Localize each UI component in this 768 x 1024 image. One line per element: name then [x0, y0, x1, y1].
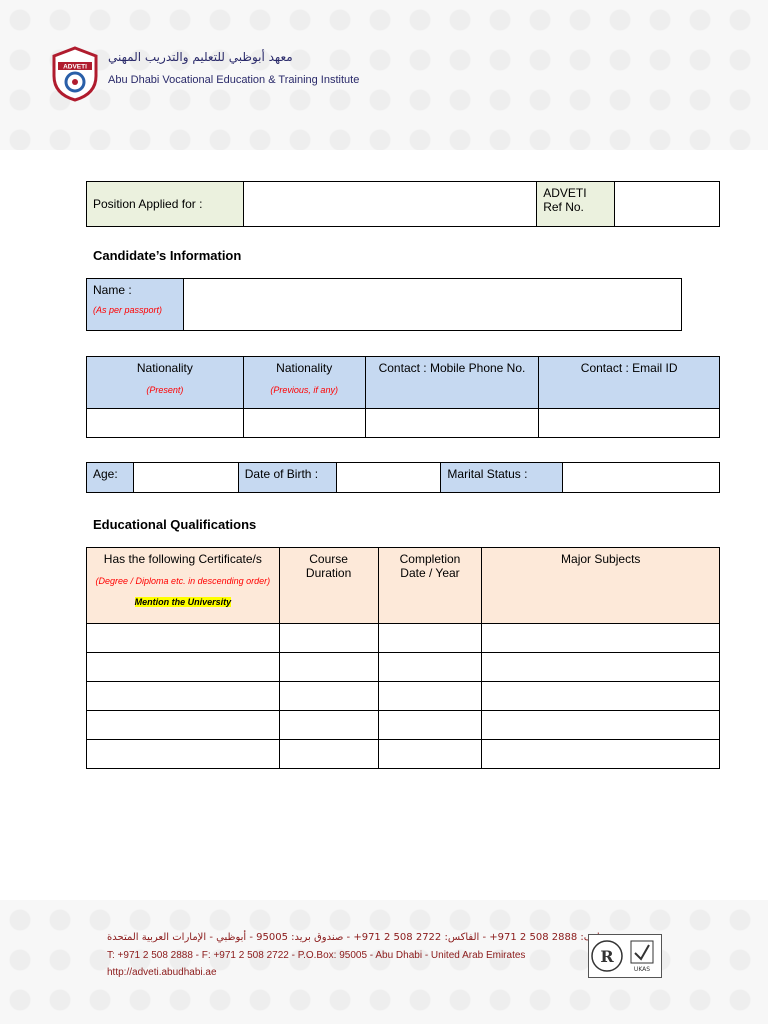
institute-name-english: Abu Dhabi Vocational Education & Training Institute: [108, 74, 360, 86]
subjects-input[interactable]: [482, 653, 720, 682]
personal-table: [86, 462, 720, 493]
certification-badge-icon: [588, 934, 662, 978]
completion-label-line1: Completion: [399, 552, 461, 566]
certificate-input[interactable]: [87, 624, 280, 653]
completion-label-line2: Date / Year: [400, 566, 460, 580]
institute-name-arabic: معهد أبوظبي للتعليم والتدريب المهني: [108, 50, 293, 64]
nationality-previous-note: (Previous, if any): [270, 385, 338, 395]
age-input[interactable]: [133, 463, 238, 493]
name-input[interactable]: [183, 279, 681, 331]
completion-header: [378, 548, 482, 624]
certificate-label: Has the following Certificate/s: [103, 552, 262, 566]
position-label: Position Applied for :: [87, 182, 244, 227]
duration-input[interactable]: [279, 740, 378, 769]
duration-input[interactable]: [279, 711, 378, 740]
ref-label-line1: ADVETI: [543, 186, 587, 200]
name-table: [86, 278, 682, 331]
table-row: [87, 653, 720, 682]
candidate-section-title: Candidate’s Information: [93, 248, 242, 263]
name-label: Name :: [93, 283, 132, 297]
position-input[interactable]: [243, 182, 536, 227]
nationality-previous-label: Nationality: [276, 361, 333, 375]
adveti-logo: [52, 46, 98, 102]
education-table: [86, 547, 720, 769]
subjects-input[interactable]: [482, 711, 720, 740]
footer-arabic-contact: هاتف: 2888 508 2 971+ - الفاكس: 2722 508 2 971+ - صندوق بريد: 95005 - أبوظبي - الإمارات العربية المتحدة: [107, 932, 606, 943]
completion-input[interactable]: [378, 711, 482, 740]
duration-header: [279, 548, 378, 624]
nationality-present-note: (Present): [146, 385, 184, 395]
marital-input[interactable]: [563, 463, 720, 493]
subjects-header: Major Subjects: [482, 548, 720, 624]
completion-input[interactable]: [378, 682, 482, 711]
ref-input[interactable]: [615, 182, 720, 227]
ref-label: [537, 182, 615, 227]
mobile-input[interactable]: [365, 409, 539, 438]
position-table: [86, 181, 720, 227]
contact-table: [86, 356, 720, 438]
duration-input[interactable]: [279, 653, 378, 682]
nationality-present-label: Nationality: [136, 361, 193, 375]
ref-label-line2: Ref No.: [543, 200, 584, 214]
email-header: Contact : Email ID: [539, 357, 720, 409]
subjects-input[interactable]: [482, 740, 720, 769]
certificate-header: [87, 548, 280, 624]
marital-label: Marital Status :: [441, 463, 563, 493]
table-row: [87, 682, 720, 711]
certificate-note: (Degree / Diploma etc. in descending order): [95, 576, 271, 586]
duration-label-line2: Duration: [305, 566, 352, 580]
university-note: Mention the University: [134, 597, 232, 607]
mobile-header: Contact : Mobile Phone No.: [365, 357, 539, 409]
certificate-input[interactable]: [87, 740, 280, 769]
cert-mark-text: UKAS: [633, 966, 651, 973]
certificate-input[interactable]: [87, 653, 280, 682]
certificate-input[interactable]: [87, 711, 280, 740]
svg-text:R: R: [600, 947, 614, 966]
duration-input[interactable]: [279, 682, 378, 711]
logo-text: ADVETI: [63, 63, 87, 71]
nationality-previous-header: [243, 357, 365, 409]
name-label-cell: [87, 279, 184, 331]
dob-label: Date of Birth :: [238, 463, 336, 493]
name-note: (As per passport): [93, 305, 163, 315]
education-section-title: Educational Qualifications: [93, 517, 257, 532]
table-row: [87, 740, 720, 769]
nationality-present-input[interactable]: [87, 409, 244, 438]
completion-input[interactable]: [378, 740, 482, 769]
dob-input[interactable]: [336, 463, 441, 493]
duration-label-line1: Course: [309, 552, 348, 566]
table-row: [87, 711, 720, 740]
completion-input[interactable]: [378, 653, 482, 682]
certificate-input[interactable]: [87, 682, 280, 711]
footer-english-contact: T: +971 2 508 2888 - F: +971 2 508 2722 - P.O.Box: 95005 - Abu Dhabi - United Arab Emirates: [107, 950, 526, 961]
table-row: [87, 624, 720, 653]
email-input[interactable]: [539, 409, 720, 438]
footer-website-link[interactable]: http://adveti.abudhabi.ae: [107, 967, 217, 978]
nationality-previous-input[interactable]: [243, 409, 365, 438]
duration-input[interactable]: [279, 624, 378, 653]
subjects-input[interactable]: [482, 624, 720, 653]
subjects-input[interactable]: [482, 682, 720, 711]
nationality-present-header: [87, 357, 244, 409]
completion-input[interactable]: [378, 624, 482, 653]
age-label: Age:: [87, 463, 134, 493]
